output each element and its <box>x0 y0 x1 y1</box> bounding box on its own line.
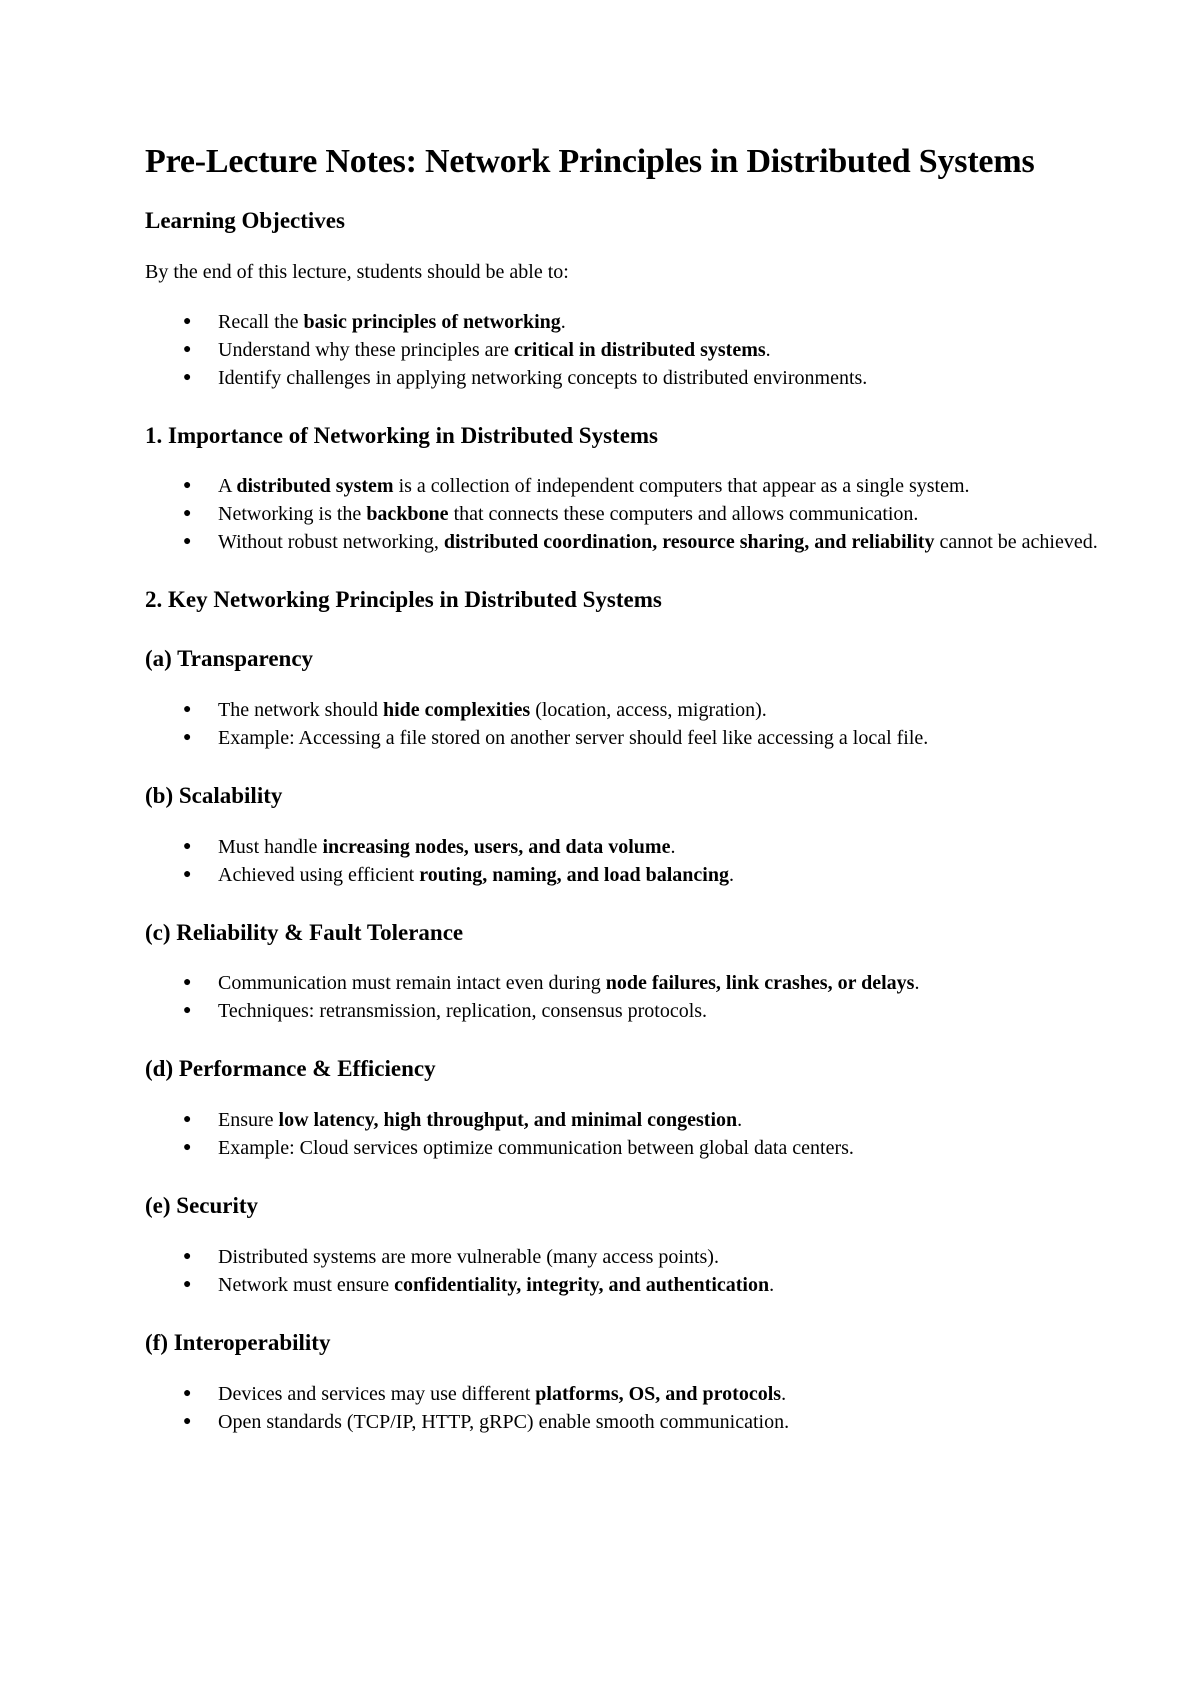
bullet-icon: ● <box>183 838 192 854</box>
bullet-icon: ● <box>183 534 192 550</box>
objectives-list <box>145 308 1120 392</box>
list-item: ● Achieved using efficient routing, naming, and load balancing. <box>145 861 1120 889</box>
bullet-icon: ● <box>183 866 192 882</box>
bullet-icon: ● <box>183 506 192 522</box>
list-item: ● Distributed systems are more vulnerable (many access points). <box>145 1243 1120 1271</box>
bullet-icon: ● <box>183 478 192 494</box>
list-item: ● Techniques: retransmission, replication, consensus protocols. <box>145 997 1120 1025</box>
document-title: Pre-Lecture Notes: Network Principles in Distributed Systems <box>145 143 1035 180</box>
list-item: ● The network should hide complexities (location, access, migration). <box>145 696 1120 724</box>
list-item: ● Must handle increasing nodes, users, and data volume. <box>145 833 1120 861</box>
bullet-icon: ● <box>183 1112 192 1128</box>
subsection-e-list <box>145 1243 1120 1299</box>
section-2-heading: 2. Key Networking Principles in Distributed Systems <box>145 587 662 613</box>
subsection-d-list <box>145 1106 1120 1162</box>
subsection-f-list <box>145 1380 1120 1436</box>
subsection-c-heading: (c) Reliability & Fault Tolerance <box>145 919 464 945</box>
subsection-e-heading: (e) Security <box>145 1193 259 1219</box>
bullet-icon: ● <box>183 729 192 745</box>
list-item: ● Without robust networking, distributed coordination, resource sharing, and reliability cannot be achieved. <box>145 528 1120 556</box>
list-item: ● Example: Cloud services optimize communication between global data centers. <box>145 1134 1120 1162</box>
list-item: ● Example: Accessing a file stored on another server should feel like accessing a local file. <box>145 724 1120 752</box>
subsection-d-heading: (d) Performance & Efficiency <box>145 1056 436 1082</box>
learning-objectives-heading: Learning Objectives <box>145 207 345 233</box>
section-1-list <box>145 472 1120 556</box>
section-1-heading: 1. Importance of Networking in Distributed Systems <box>145 422 659 448</box>
list-item: ● Recall the basic principles of networking. <box>145 308 1120 336</box>
subsection-a-heading: (a) Transparency <box>145 646 314 672</box>
bullet-icon: ● <box>183 701 192 717</box>
bullet-icon: ● <box>183 1003 192 1019</box>
bullet-icon: ● <box>183 341 192 357</box>
bullet-icon: ● <box>183 1413 192 1429</box>
subsection-c-list <box>145 969 1120 1025</box>
list-item: ● Communication must remain intact even during node failures, link crashes, or delays. <box>145 969 1120 997</box>
bullet-icon: ● <box>183 1248 192 1264</box>
list-item: ● Open standards (TCP/IP, HTTP, gRPC) enable smooth communication. <box>145 1408 1120 1436</box>
subsection-a-list <box>145 696 1120 752</box>
bullet-icon: ● <box>183 369 192 385</box>
subsection-b-list <box>145 833 1120 889</box>
subsection-f-heading: (f) Interoperability <box>145 1329 331 1355</box>
bullet-icon: ● <box>183 1385 192 1401</box>
list-item: ● Ensure low latency, high throughput, and minimal congestion. <box>145 1106 1120 1134</box>
objectives-intro: By the end of this lecture, students should be able to: <box>145 260 569 283</box>
list-item: ● Understand why these principles are critical in distributed systems. <box>145 336 1120 364</box>
list-item: ● A distributed system is a collection of independent computers that appear as a single system. <box>145 472 1120 500</box>
list-item: ● Network must ensure confidentiality, integrity, and authentication. <box>145 1271 1120 1299</box>
list-item: ● Devices and services may use different platforms, OS, and protocols. <box>145 1380 1120 1408</box>
list-item: ● Networking is the backbone that connects these computers and allows communication. <box>145 500 1120 528</box>
list-item: ● Identify challenges in applying networking concepts to distributed environments. <box>145 364 1120 392</box>
bullet-icon: ● <box>183 975 192 991</box>
bullet-icon: ● <box>183 1276 192 1292</box>
bullet-icon: ● <box>183 1140 192 1156</box>
bullet-icon: ● <box>183 313 192 329</box>
subsection-b-heading: (b) Scalability <box>145 782 283 808</box>
